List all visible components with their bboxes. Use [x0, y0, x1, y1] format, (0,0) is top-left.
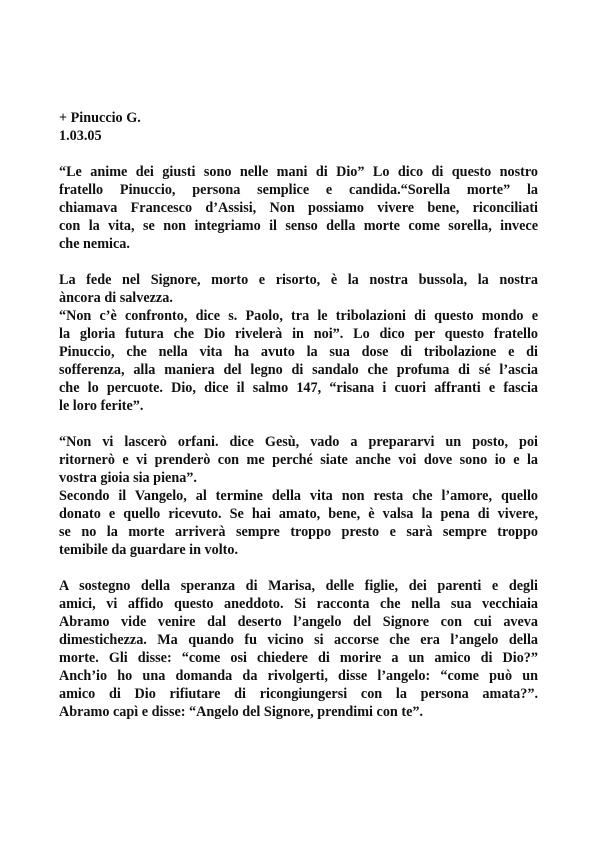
paragraph-line: morte. Gli disse: “come osi chiedere di morire a un amico di Dio?” — [59, 650, 538, 666]
paragraph-line: ritornerò e vi prenderò con me perché siate anche voi dove sono io e la — [59, 452, 538, 468]
paragraph-line: vostra gioia sia piena”. — [59, 470, 197, 486]
paragraph-gap — [59, 415, 538, 433]
paragraph-line: Abramo capì e disse: “Angelo del Signore, prendimi con te”. — [59, 704, 424, 720]
paragraph-line: sofferenza, alla maniera del legno di sandalo che profuma di sé l’ascia — [59, 362, 538, 378]
paragraph-line: Abramo vide venire dal deserto l’angelo del Signore con cui aveva — [59, 614, 538, 630]
paragraph — [59, 577, 538, 721]
paragraph-line: che nemica. — [59, 236, 130, 252]
paragraph-line: con la vita, se non integriamo il senso della morte come sorella, invece — [59, 218, 538, 234]
paragraph-line: amico di Dio rifiutare di ricongiungersi con la persona amata?”. — [59, 686, 538, 702]
paragraph — [59, 433, 538, 559]
paragraph-line: donato e quello ricevuto. Se hai amato, bene, è valsa la pena di vivere, — [59, 506, 538, 522]
paragraph — [59, 163, 538, 253]
paragraphs-container — [59, 163, 538, 721]
paragraph-line: fratello Pinuccio, persona semplice e candida.“Sorella morte” la — [59, 182, 538, 198]
paragraph — [59, 271, 538, 415]
paragraph-line: la gloria futura che Dio rivelerà in noi”. Lo dico per questo fratello — [59, 326, 538, 342]
document-body — [59, 109, 538, 721]
paragraph-line: Secondo il Vangelo, al termine della vita non resta che l’amore, quello — [59, 488, 538, 504]
header-name: + Pinuccio G. — [59, 110, 141, 126]
paragraph-line: dimestichezza. Ma quando fu vicino si accorse che era l’angelo della — [59, 632, 538, 648]
paragraph-gap — [59, 145, 538, 163]
paragraph-line: che lo percuote. Dio, dice il salmo 147, “risana i cuori affranti e fascia — [59, 380, 538, 396]
paragraph-line: “Le anime dei giusti sono nelle mani di Dio” Lo dico di questo nostro — [59, 164, 538, 180]
paragraph-line: “Non c’è confronto, dice s. Paolo, tra le tribolazioni di questo mondo e — [59, 308, 538, 324]
paragraph-line: Pinuccio, che nella vita ha avuto la sua dose di tribolazione e di — [59, 344, 538, 360]
paragraph-line: temibile da guardare in volto. — [59, 542, 239, 558]
paragraph-line: A sostegno della speranza di Marisa, delle figlie, dei parenti e degli — [59, 578, 538, 594]
paragraph-line: àncora di salvezza. — [59, 290, 173, 306]
paragraph-gap — [59, 253, 538, 271]
paragraph-line: amici, vi affido questo aneddoto. Si racconta che nella sua vecchiaia — [59, 596, 538, 612]
paragraph-line: le loro ferite”. — [59, 398, 144, 414]
paragraph-gap — [59, 559, 538, 577]
paragraph-line: chiamava Francesco d’Assisi, Non possiamo vivere bene, riconciliati — [59, 200, 538, 216]
paragraph-line: “Non vi lascerò orfani. dice Gesù, vado a prepararvi un posto, poi — [59, 434, 538, 450]
paragraph-line: Anch’io ho una domanda da rivolgerti, disse l’angelo: “come può un — [59, 668, 538, 684]
paragraph-line: se no la morte arriverà sempre troppo presto e sarà sempre troppo — [59, 524, 538, 540]
header-date: 1.03.05 — [59, 128, 102, 144]
paragraph-line: La fede nel Signore, morto e risorto, è la nostra bussola, la nostra — [59, 272, 538, 288]
